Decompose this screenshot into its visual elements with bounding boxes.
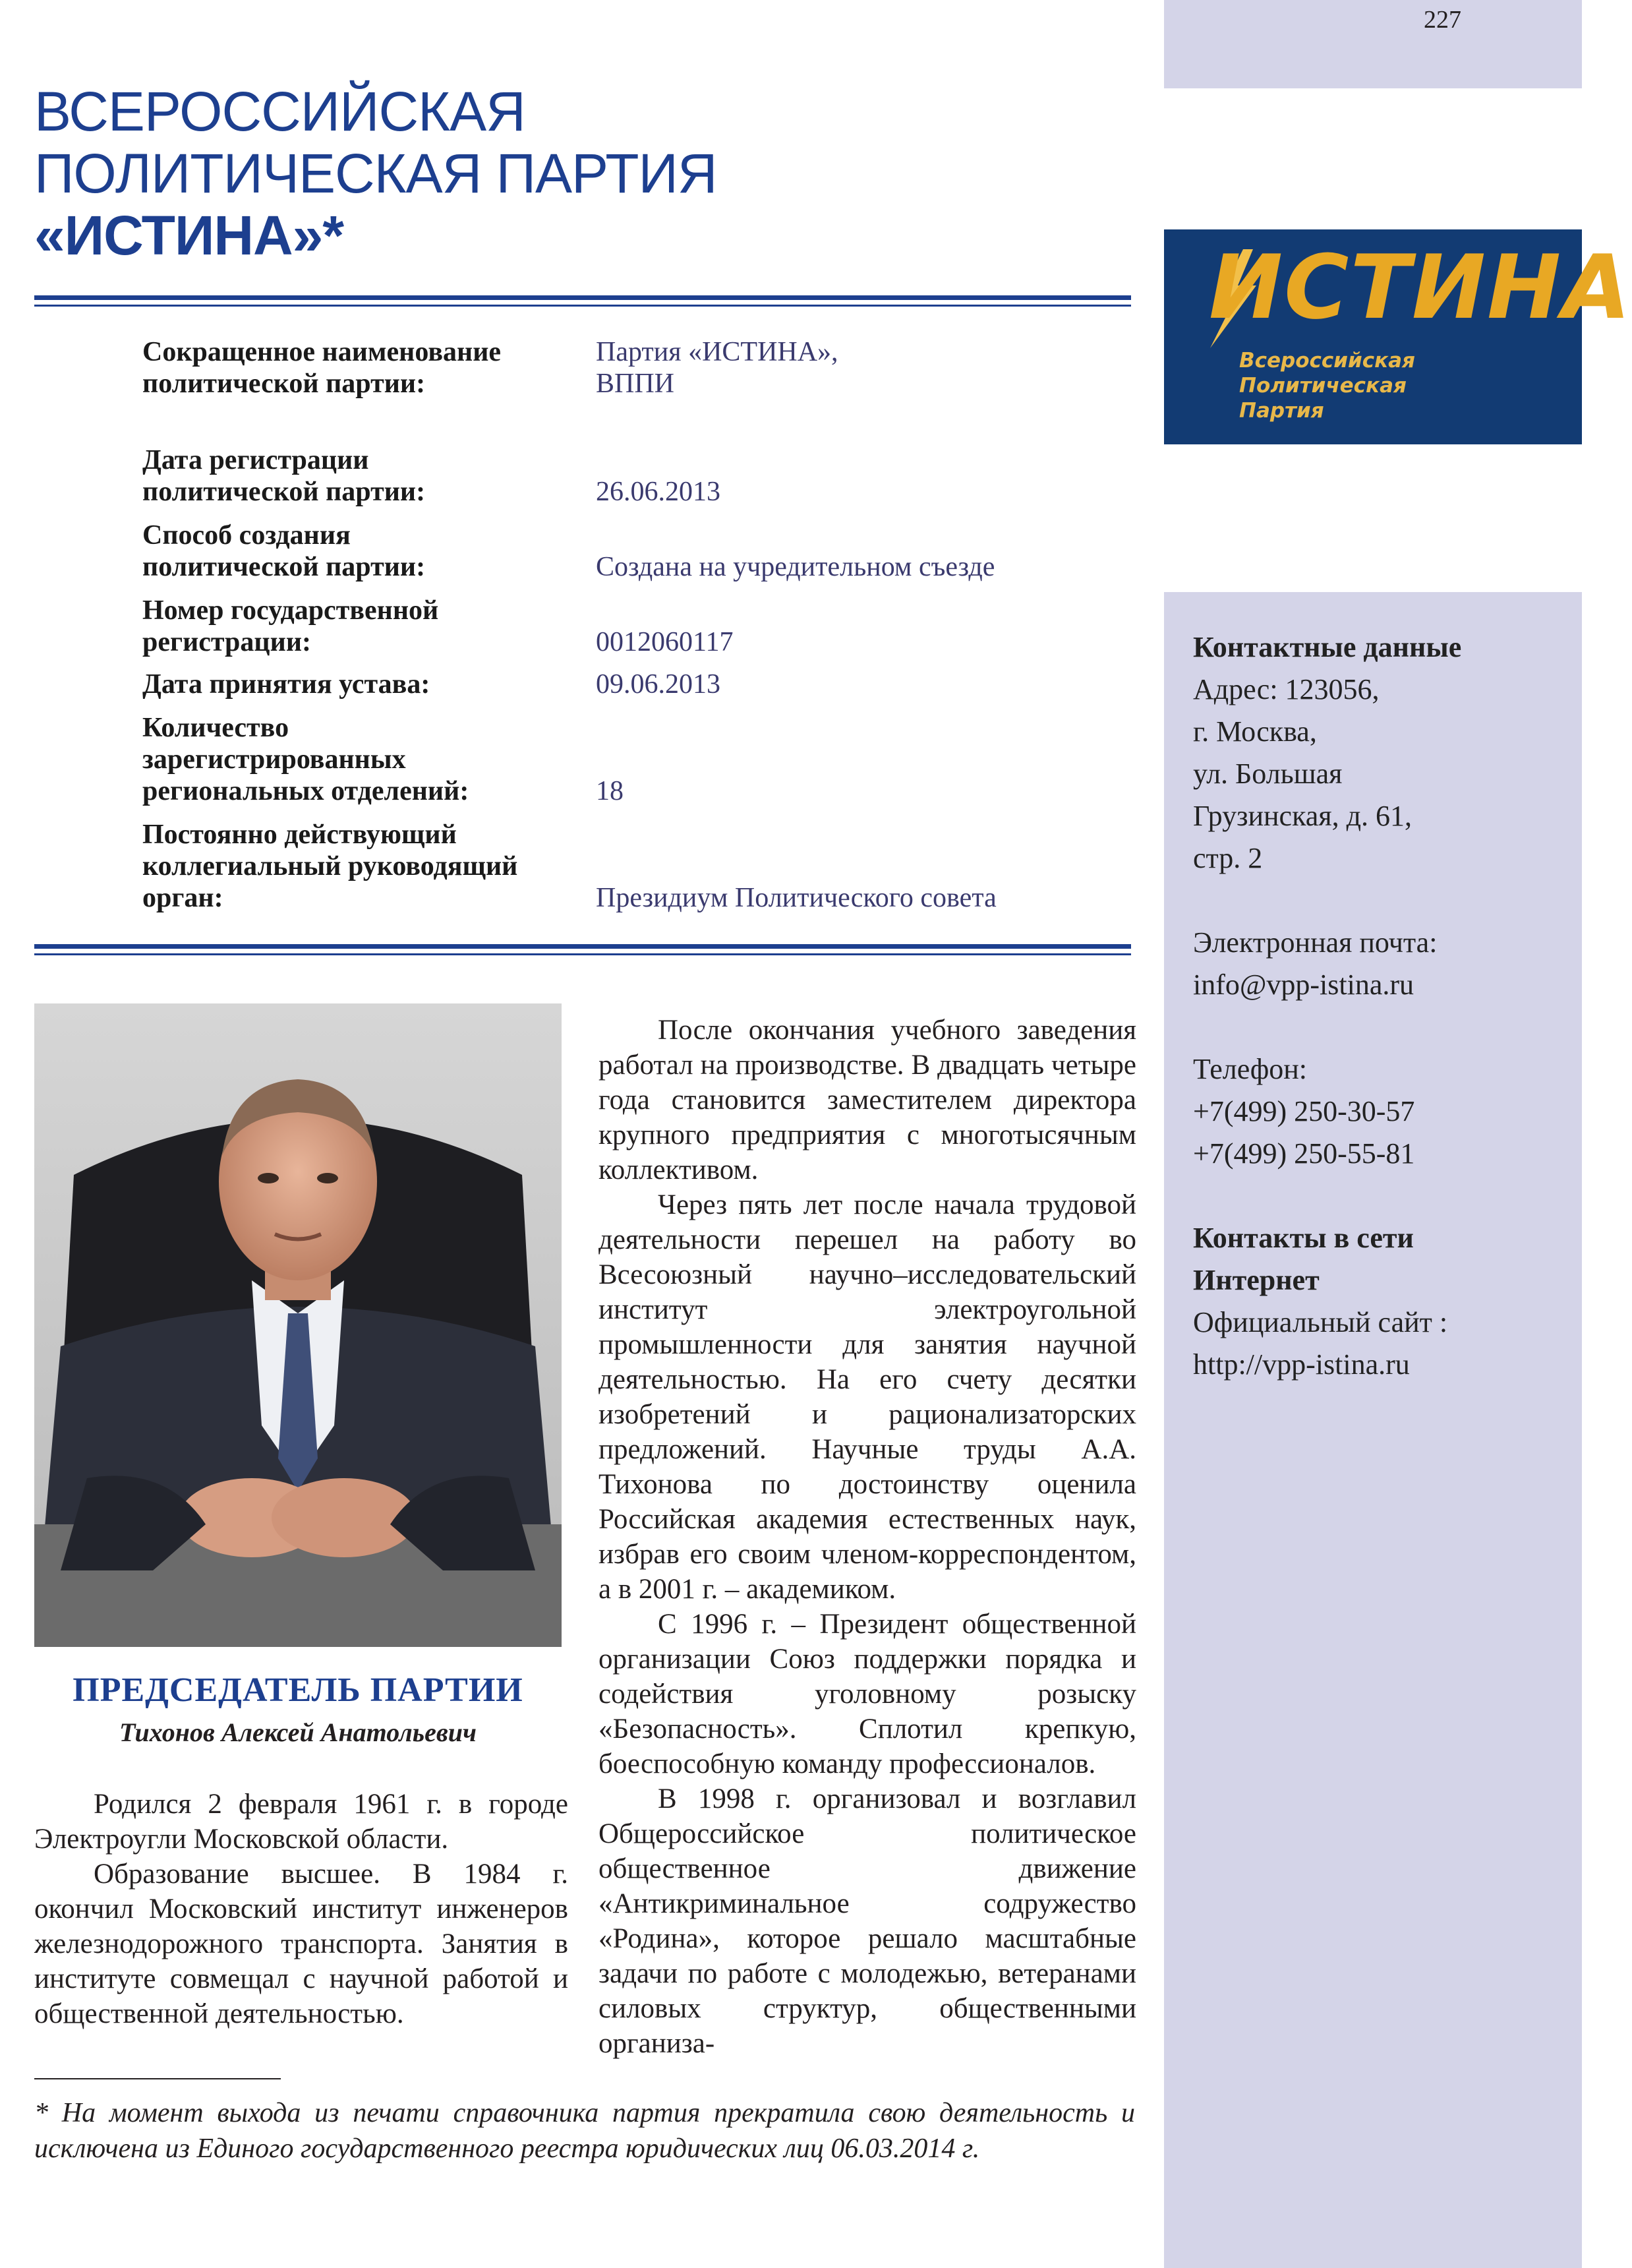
address-line: Грузинская, д. 61, [1193, 800, 1412, 832]
address-line: стр. 2 [1193, 842, 1263, 874]
info-label-regional-branches: Количество зарегистрированных региональных отделений: [142, 713, 469, 806]
phone-number[interactable]: +7(499) 250-55-81 [1193, 1137, 1415, 1170]
footnote: * На момент выхода из печати справочника партия прекратила свою деятельность и исключена из Единого государственного реестра юридических лиц 06.03.2014 г. [34, 2098, 1135, 2164]
chairman-photo [34, 1003, 562, 1647]
phone-label: Телефон: [1193, 1053, 1308, 1085]
info-label-charter-date: Дата принятия устава: [142, 669, 430, 700]
internet-heading: Интернет [1193, 1264, 1320, 1296]
party-logo [1164, 229, 1632, 444]
site-label: Официальный сайт : [1193, 1306, 1448, 1338]
info-label-governing-body: Постоянно действующий коллегиальный руководящий орган: [142, 820, 518, 913]
biography-right-column [598, 1013, 1136, 2061]
internet-heading: Контакты в сети [1193, 1222, 1414, 1254]
address-line: ул. Большая [1193, 758, 1343, 790]
chairman-name: Тихонов Алексей Анатольевич [119, 1717, 477, 1747]
title-line-3: «ИСТИНА»* [34, 204, 344, 266]
footnote-rule [34, 2078, 281, 2079]
info-value-governing-body: Президиум Политического совета [596, 883, 997, 913]
title-rule-thin [34, 305, 1131, 307]
logo-tagline: Всероссийская Политическая Партия [1239, 349, 1415, 423]
address-line: Адрес: 123056, [1193, 673, 1380, 705]
contacts-block [1193, 626, 1461, 1386]
bio-paragraph: После окончания учебного заведения работал на производстве. В двадцать четыре года становится заместителем директора крупного предприятия с многотысячным коллективом. [598, 1015, 1136, 1185]
title-rule-thick [34, 295, 1131, 300]
bio-paragraph: Родился 2 февраля 1961 г. в городе Электроугли Московской области. [34, 1789, 568, 1855]
bio-paragraph: В 1998 г. организовал и возглавил Общероссийское политическое общественное движение «Антикриминальное содружество «Родина», которое решало масштабные задачи по работе с молодежью, ветеранами силовых структур, общественными организа- [598, 1783, 1136, 2059]
address-line: г. Москва, [1193, 715, 1317, 748]
contacts-heading: Контактные данные [1193, 631, 1462, 663]
chairman-title: ПРЕДСЕДАТЕЛЬ ПАРТИИ [73, 1671, 523, 1709]
email-link[interactable]: info@vpp-istina.ru [1193, 969, 1414, 1001]
phone-number[interactable]: +7(499) 250-30-57 [1193, 1095, 1415, 1127]
info-rule-thin [34, 953, 1131, 955]
biography-left-column [34, 1787, 568, 2031]
bio-paragraph: Образование высшее. В 1984 г. окончил Московский институт инженеров железнодорожного транспорта. Занятия в институте совмещал с научной работой и общественной деятельностью. [34, 1859, 568, 2029]
bio-paragraph: Через пять лет после начала трудовой деятельности перешел на работу во Всесоюзный научно–исследовательский институт электроугольной промышленности для занятия научной деятельностью. На его счету десятки изобретений и рационализаторских предложений. Научные труды А.А. Тихонова по достоинству оценила Российская академия естественных наук, избрав его своим членом-корреспондентом, а в 2001 г. – академиком. [598, 1189, 1136, 1605]
info-value-registration-date: 26.06.2013 [596, 477, 720, 507]
title-line-1: ВСЕРОССИЙСКАЯ [34, 80, 525, 142]
info-label-short-name: Сокращенное наименование политической партии: [142, 337, 502, 399]
email-label: Электронная почта: [1193, 926, 1438, 959]
title-line-2: ПОЛИТИЧЕСКАЯ ПАРТИЯ [34, 142, 717, 204]
logo-wordmark: ИСТИНА [1209, 236, 1632, 339]
info-value-registration-number: 0012060117 [596, 627, 734, 657]
info-label-registration-date: Дата регистрации политической партии: [142, 445, 426, 507]
info-value-regional-branches: 18 [596, 776, 624, 806]
bio-paragraph: С 1996 г. – Президент общественной организации Союз поддержки порядка и содействия уголовному розыску «Безопасность». Сплотил крепкую, боеспособную команду профессионалов. [598, 1609, 1136, 1779]
info-label-registration-number: Номер государственной регистрации: [142, 595, 439, 657]
site-link[interactable]: http://vpp-istina.ru [1193, 1348, 1410, 1381]
info-value-short-name: Партия «ИСТИНА», ВППИ [596, 337, 838, 399]
info-label-creation-method: Способ создания политической партии: [142, 520, 426, 582]
info-value-charter-date: 09.06.2013 [596, 669, 720, 700]
page-title [34, 80, 717, 266]
info-value-creation-method: Создана на учредительном съезде [596, 552, 995, 582]
page-number: 227 [1424, 6, 1461, 34]
info-rule-thick [34, 944, 1131, 949]
